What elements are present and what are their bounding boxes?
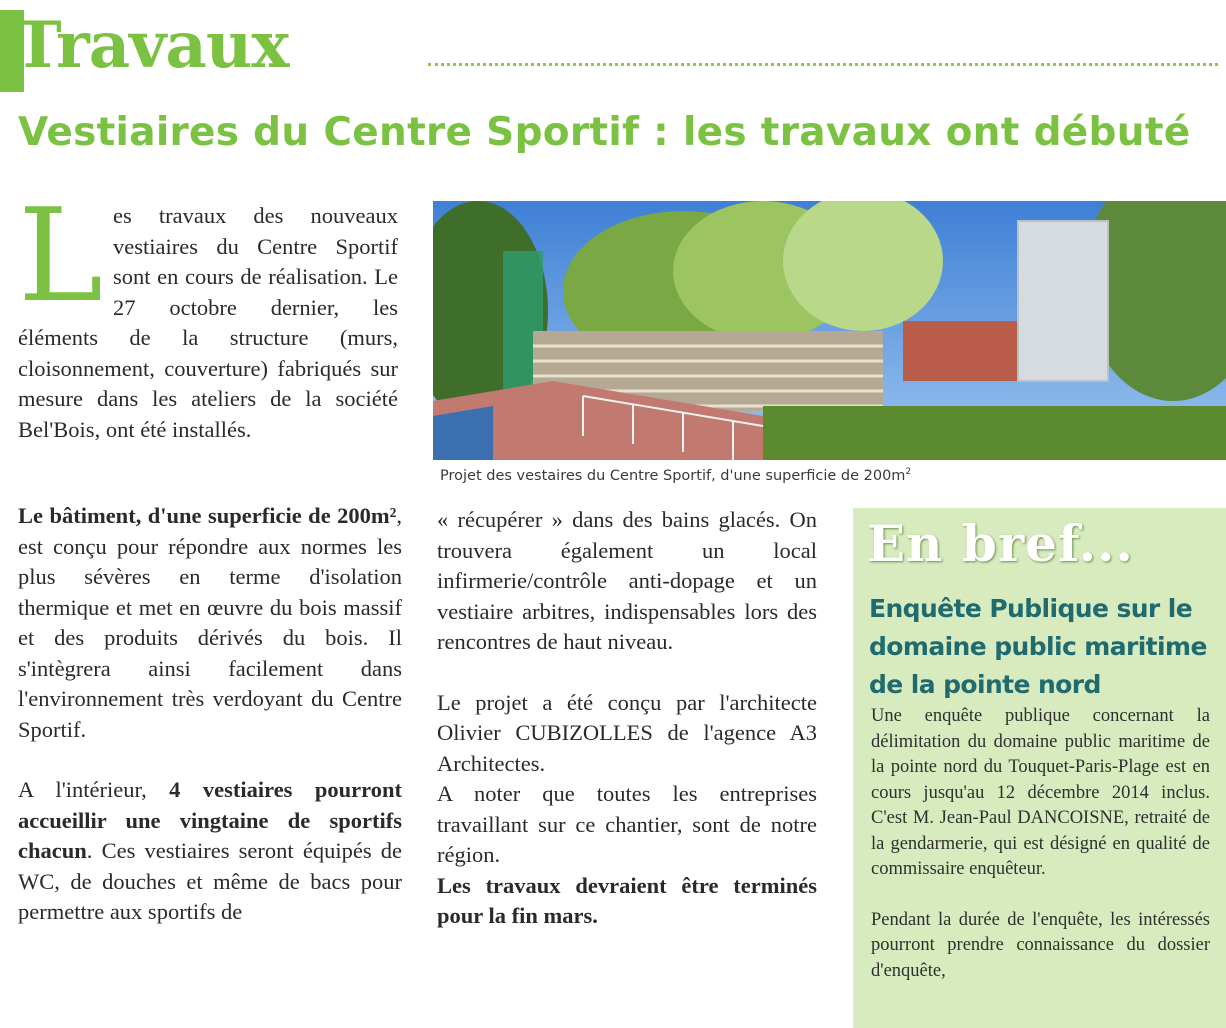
paragraph-text: A l'intérieur, [18, 777, 170, 802]
en-bref-box [853, 508, 1226, 1028]
paragraph-text: , est conçu pour répondre aux normes les plus sévères en terme d'isolation thermique et met en œuvre du bois massif et des produits dérivés du bois. Il s'intègrera ainsi facilement dans l'environnement très verdoyant du Centre Sportif. [18, 503, 402, 742]
drop-cap: L [18, 182, 103, 331]
intro-paragraph [18, 182, 398, 445]
body-column-2 [437, 505, 817, 932]
brief-text [871, 704, 1210, 984]
section-title: Travaux [14, 8, 289, 83]
body-paragraph-1 [18, 501, 402, 745]
photo-illustration [433, 201, 1226, 460]
body-paragraph-6 [437, 871, 817, 932]
body-column-1 [18, 501, 402, 928]
article-headline: Vestiaires du Centre Sportif : les travaux ont débuté [18, 110, 1191, 155]
photo-caption [440, 467, 1220, 484]
brief-subtitle: Enquête Publique sur le domaine public maritime de la pointe nord [869, 594, 1207, 699]
bold-text: Les travaux devraient être terminés pour la fin mars. [437, 872, 817, 928]
brief-paragraph-1: Une enquête publique concernant la délimitation du domaine public maritime de la pointe nord du Touquet-Paris-Plage est en cours jusqu'au 12 décembre 2014 inclus. C'est M. Jean-Paul DANCOISNE, retraité de la gendarmerie, qui est désigné en qualité de commissaire enquêteur. [871, 706, 1210, 879]
caption-superscript: 2 [905, 467, 912, 477]
building-photo [433, 201, 1226, 460]
brief-title: En bref... [867, 514, 1134, 573]
body-paragraph-4: Le projet a été conçu par l'architecte Olivier CUBIZOLLES de l'agence A3 Architectes. [437, 689, 817, 776]
bold-text: Le bâtiment, d'une superficie de 200m² [18, 503, 397, 528]
body-paragraph-5: A noter que toutes les entreprises travaillant sur ce chantier, sont de notre région. [437, 781, 817, 867]
bold-text: 4 vestiaires pourront accueillir une vingtaine de sportifs chacun [18, 777, 402, 863]
caption-text: Projet des vestaires du Centre Sportif, d'une superficie de 200m [440, 467, 906, 484]
dotted-rule [428, 63, 1218, 66]
body-paragraph-2 [18, 775, 402, 928]
body-paragraph-3: « récupérer » dans des bains glacés. On trouvera également un local infirmerie/contrôle anti-dopage et un vestiaire arbitres, indispensables lors des rencontres de haut niveau. [437, 507, 817, 654]
intro-text: es travaux des nouveaux vestiaires du Centre Sportif sont en cours de réalisation. Le 27 octobre dernier, les éléments de la structure (murs, cloisonnement, couverture) fabriqués sur mesure dans les ateliers de la société Bel'Bois, ont été installés. [18, 203, 398, 442]
paragraph-text: . Ces vestiaires seront équipés de WC, de douches et même de bacs pour permettre aux sportifs de [18, 838, 402, 924]
brief-paragraph-2: Pendant la durée de l'enquête, les intéressés pourront prendre connaissance du dossier d'enquête, [871, 909, 1210, 981]
